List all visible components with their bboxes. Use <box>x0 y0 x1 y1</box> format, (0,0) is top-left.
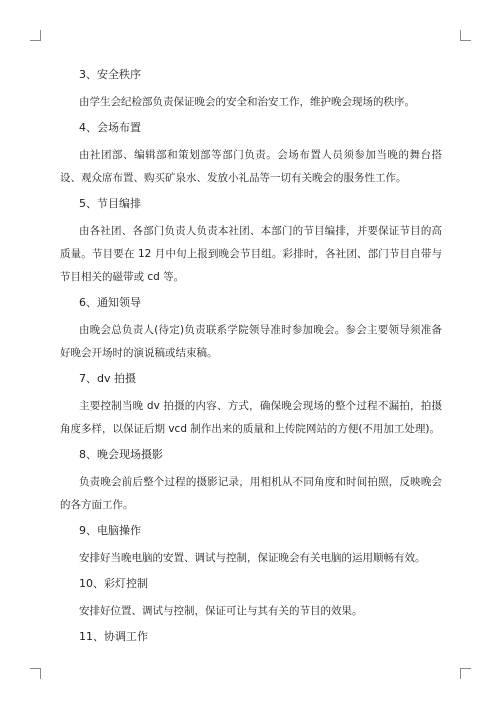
section-heading: 7、dv 拍摄 <box>79 372 136 385</box>
section-paragraph: 由社团部、编辑部和策划部等部门负责。会场布置人员须参加当晚的舞台搭设、观众席布置、购买矿泉水、发放小礼品等一切有关晚会的服务性工作。 <box>60 149 442 184</box>
section-paragraph: 主要控制当晚 dv 拍摄的内容、方式，确保晚会现场的整个过程不漏拍，拍摄角度多样，以保证后期 vcd 制作出来的质量和上传院网站的方便(不用加工处理)。 <box>60 400 442 435</box>
section-paragraph: 由各社团、各部门负责人负责本社团、本部门的节目编排，并要保证节目的高质量。节目要在 12 月中旬上报到晚会节目组。彩排时，各社团、部门节目自带与节目相关的磁带或 cd 等。 <box>60 225 442 283</box>
section-photography <box>60 444 442 517</box>
section-heading: 4、会场布置 <box>79 121 141 134</box>
page-corner-mark-bottom-right <box>460 668 471 679</box>
section-program-arrangement <box>60 193 442 289</box>
section-heading: 10、彩灯控制 <box>79 577 148 590</box>
page-corner-mark-bottom-left <box>30 668 41 679</box>
section-heading: 11、协调工作 <box>79 630 148 643</box>
section-paragraph: 安排好位置、调试与控制，保证可让与其有关的节目的效果。 <box>79 605 363 617</box>
document-body <box>60 64 442 653</box>
section-lighting-control <box>60 573 442 623</box>
section-coordination <box>60 626 442 647</box>
section-paragraph: 由晚会总负责人(待定)负责联系学院领导准时参加晚会。参会主要领导须准备好晚会开场时的演说稿或结束稿。 <box>60 324 442 359</box>
section-paragraph: 负责晚会前后整个过程的摄影记录，用相机从不同角度和时间拍照，反映晚会的各方面工作。 <box>60 476 442 511</box>
section-heading: 9、电脑操作 <box>79 524 141 537</box>
section-heading: 6、通知领导 <box>79 296 141 309</box>
page-corner-mark-top-right <box>460 30 471 41</box>
section-heading: 5、节目编排 <box>79 197 141 210</box>
page-corner-mark-top-left <box>30 30 41 41</box>
section-paragraph: 由学生会纪检部负责保证晚会的安全和治安工作，维护晚会现场的秩序。 <box>79 96 415 108</box>
section-computer-operation <box>60 520 442 570</box>
section-heading: 3、安全秩序 <box>79 68 141 81</box>
section-notify-leaders <box>60 292 442 365</box>
section-venue-setup <box>60 117 442 190</box>
section-security <box>60 64 442 114</box>
section-heading: 8、晚会现场摄影 <box>79 448 163 461</box>
section-dv-filming <box>60 368 442 441</box>
section-paragraph: 安排好当晚电脑的安置、调试与控制，保证晚会有关电脑的运用顺畅有效。 <box>79 552 426 564</box>
